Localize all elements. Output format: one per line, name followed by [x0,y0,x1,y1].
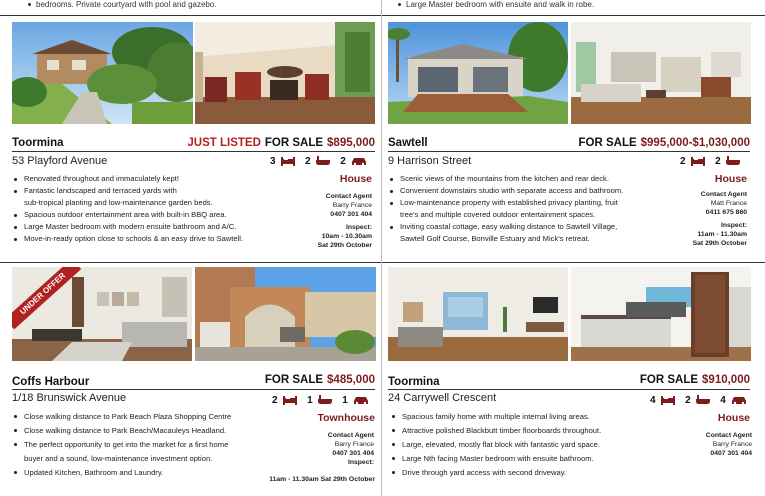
listing-2-beds: 2 [680,156,686,167]
listing-2-agent-heading: Contact Agent [700,191,747,198]
listing-3-agent-phone: 0407 301 404 [332,450,374,457]
listing-4-agent-heading: Contact Agent [705,432,752,439]
listing-3-price-row [230,374,375,386]
listing-4-cars: 4 [720,395,726,406]
listing-2-agent-phone: 0411 675 860 [705,209,747,216]
bed-icon [690,156,706,166]
middle-divider [0,262,765,263]
bed-icon [660,395,676,405]
list-item: Attractive polished Blackbutt timber floorboards throughout. [390,424,670,438]
list-item: buyer and a sound, low-maintenance investment option. [24,454,213,463]
list-item: Convenient downstairs studio with separate access and bathroom. [388,185,678,197]
listing-3-lounge-photo [12,267,192,361]
listing-1-cars: 2 [340,156,346,167]
listing-3-features [272,395,375,406]
car-icon [353,395,369,405]
bath-icon [315,156,331,166]
bed-icon [282,395,298,405]
listing-3-suburb: Coffs Harbour [12,376,90,388]
listing-1-type: House [339,173,372,185]
listing-4-type: House [717,412,750,424]
listing-1-agent-heading: Contact Agent [325,193,372,200]
listing-2-inspect-time: 11am - 11.30am [697,231,747,238]
column-divider [381,0,382,496]
listing-1-features [270,156,373,167]
listing-3-agent [292,431,374,467]
listing-4-price-row [600,374,750,386]
listing-1-price: $895,000 [327,137,375,149]
listing-3-courtyard-photo [195,267,376,361]
listing-1-baths: 2 [305,156,311,167]
listing-3-baths: 1 [307,395,313,406]
listing-2-baths: 2 [715,156,721,167]
listing-4-kitchen-photo [571,267,751,361]
list-item: Updated Kitchen, Bathroom and Laundry. [12,466,292,480]
listing-1-rule [12,151,375,152]
listing-4-features-list [390,410,670,480]
top-left-text: bedrooms. Private courtyard with pool and gazebo. [28,0,217,9]
listing-2-suburb: Sawtell [388,137,428,149]
listing-4-street: 24 Carrywell Crescent [388,392,497,404]
listing-1-suburb: Toormina [12,137,64,149]
listing-1-street: 53 Playford Avenue [12,155,108,167]
listing-2-features-list [388,173,678,245]
listing-2-type: House [714,173,747,185]
list-item: Large Nth facing Master bedroom with ensuite bathroom. [390,452,670,466]
listing-2-inspect-heading: Inspect: [720,222,747,229]
listing-3-inspect [200,475,375,484]
listing-4-price: $910,000 [702,374,750,386]
listing-2-price: $995,000-$1,030,000 [640,137,750,149]
listing-4-living-photo [388,267,568,361]
listing-2-living-room-photo [571,22,751,124]
listing-2-inspect-date: Sat 29th October [692,240,747,247]
top-right-text: Large Master bedroom with ensuite and walk in robe. [398,0,594,9]
listing-3-under-offer-badge: UNDER OFFER [12,267,81,329]
bath-icon [725,156,741,166]
bed-icon [280,156,296,166]
listing-1-agent-name: Barry France [332,202,372,209]
listing-3-price: $485,000 [327,374,375,386]
listing-2-price-row [520,137,750,149]
top-divider [0,15,765,16]
list-item: sub-tropical planting and low-maintenance garden beds. [24,198,213,207]
listing-4-rule [388,389,750,390]
listing-3-for-sale: FOR SALE [264,374,324,386]
list-item: The perfect opportunity to get into the market for a first home [12,438,292,452]
listing-3-agent-heading: Contact Agent [327,432,374,439]
list-item: Close walking distance to Park Beach Plaza Shopping Centre [12,410,292,424]
list-item: Move-in-ready option close to schools & an easy drive to Sawtell. [12,233,297,245]
listing-1-agent-phone: 0407 301 404 [330,211,372,218]
list-item: Drive through yard access with second driveway. [390,466,670,480]
listing-2-features [680,156,747,167]
listing-3-features-list [12,410,292,480]
listing-4-beds: 4 [650,395,656,406]
listing-3-inspect-line: 11am - 11.30am Sat 29th October [269,476,375,483]
listing-4-suburb: Toormina [388,376,440,388]
list-item: Renovated throughout and immaculately kept! [12,173,297,185]
listing-3-agent-name: Barry France [334,441,374,448]
listing-2-rule [388,151,750,152]
listing-4-agent [670,431,752,458]
listing-2-for-sale: FOR SALE [578,137,637,149]
list-item: Low-maintenance property with established privacy planting, fruit [388,197,678,209]
listing-4-for-sale: FOR SALE [639,374,699,386]
listing-2-agent-name: Matt France [710,200,747,207]
listing-2-agent [667,190,747,248]
listing-1-just-listed-badge: JUST LISTED [187,137,261,149]
bath-icon [695,395,711,405]
listing-1-agent [292,192,372,250]
listing-1-inspect-date: Sat 29th October [317,242,372,249]
listing-1-exterior-photo [12,22,193,124]
listing-4-agent-phone: 0407 301 404 [710,450,752,457]
list-item: Scenic views of the mountains from the kitchen and rear deck. [388,173,678,185]
listing-1-for-sale: FOR SALE [264,137,324,149]
listing-3-beds: 2 [272,395,278,406]
listing-2-street: 9 Harrison Street [388,155,472,167]
listing-4-baths: 2 [685,395,691,406]
listing-1-price-row [178,137,375,149]
list-item: Close walking distance to Park Beach/Macauleys Headland. [12,424,292,438]
listing-1-beds: 3 [270,156,276,167]
listing-1-outdoor-area-photo [195,22,375,124]
listing-3-cars: 1 [342,395,348,406]
listing-1-features-list [12,173,297,245]
list-item: Large, elevated, mostly flat block with fantastic yard space. [390,438,670,452]
list-item: Fantastic landscaped and terraced yards with [12,185,297,197]
listing-3-type: Townhouse [317,412,375,424]
bath-icon [317,395,333,405]
listing-4-agent-name: Barry France [712,441,752,448]
listing-3-inspect-heading: Inspect: [347,459,374,466]
listing-4-features [650,395,753,406]
listing-3-street: 1/18 Brunswick Avenue [12,392,127,404]
list-item: tree's and multiple covered outdoor entertainment spaces. [400,210,596,219]
listing-1-inspect-time: 10am - 10.30am [321,233,372,240]
car-icon [351,156,367,166]
list-item: Large Master bedroom with modern ensuite bathroom and A/C. [12,221,297,233]
listing-3-rule [12,389,375,390]
car-icon [731,395,747,405]
list-item: Inviting coastal cottage, easy walking distance to Sawtell Village, [388,221,678,233]
list-item: Sawtell Golf Course, Bonville Estuary and Mick's retreat. [400,234,590,243]
listing-1-inspect-heading: Inspect: [345,224,372,231]
listing-2-exterior-photo [388,22,568,124]
list-item: Spacious family home with multiple internal living areas. [390,410,670,424]
top-strip [0,0,765,14]
list-item: Spacious outdoor entertainment area with built-in BBQ area. [12,209,297,221]
